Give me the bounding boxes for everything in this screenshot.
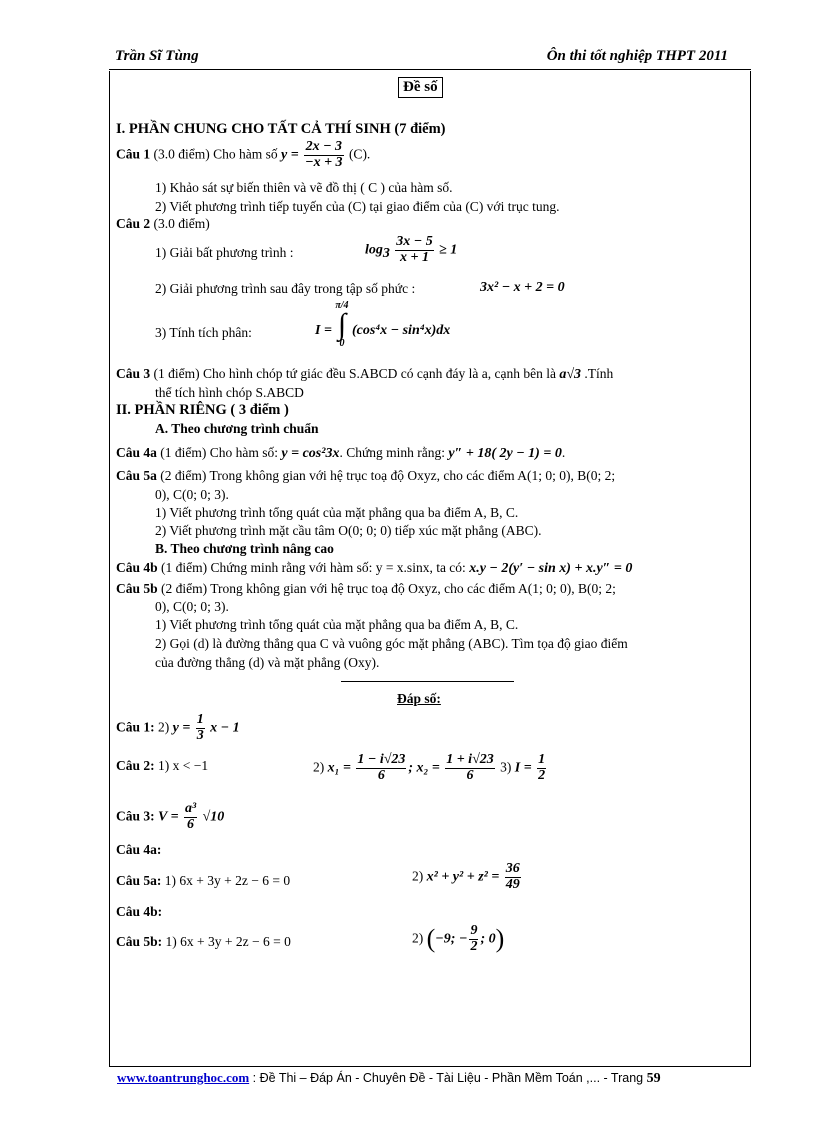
section-b-heading: B. Theo chương trình nâng cao bbox=[155, 541, 334, 556]
cau2-item1: 1) Giải bất phương trình : bbox=[155, 245, 294, 260]
answer-5b: Câu 5b: 1) 6x + 3y + 2z − 6 = 0 bbox=[116, 934, 291, 949]
cau1-item1: 1) Khảo sát sự biến thiên và vẽ đồ thị ( C ) của hàm số. bbox=[155, 180, 453, 195]
cau5b-item2b: của đường thẳng (d) và mặt phẳng (Oxy). bbox=[155, 655, 380, 670]
part2-heading: II. PHẦN RIÊNG ( 3 điểm ) bbox=[116, 402, 289, 418]
answer-2: Câu 2: 1) x < −1 bbox=[116, 758, 209, 773]
cau5a-line2: 0), C(0; 0; 3). bbox=[155, 487, 229, 502]
cau1-line: Câu 1 (3.0 điểm) Cho hàm số y = $\frac{2x - 3}{-x + 3}$ (C). bbox=[116, 139, 371, 170]
part1-heading: I. PHẦN CHUNG CHO TẤT CẢ THÍ SINH (7 điểm) bbox=[116, 121, 446, 137]
cau3-line2: thể tích hình chóp S.ABCD bbox=[155, 385, 304, 400]
section-a-heading: A. Theo chương trình chuẩn bbox=[155, 421, 319, 436]
cau2-item2-math: 3x² − x + 2 = 0 bbox=[480, 280, 565, 295]
answer-5a: Câu 5a: 1) 6x + 3y + 2z − 6 = 0 bbox=[116, 873, 291, 888]
cau4b-line: Câu 4b (1 điểm) Chứng minh rằng với hàm số: y = x.sinx, ta có: x.y − 2(y′ − sin x) + x.y″ = 0 bbox=[116, 560, 633, 576]
cau2-item2: 2) Giải phương trình sau đây trong tập số phức : bbox=[155, 281, 416, 296]
page-number: 59 bbox=[646, 1071, 661, 1086]
exam-title: Đề số bbox=[398, 79, 443, 96]
cau5a-item2: 2) Viết phương trình mặt cầu tâm O(0; 0; 0) tiếp xúc mặt phẳng (ABC). bbox=[155, 523, 542, 538]
cau5b-line1: Câu 5b (2 điểm) Trong không gian với hệ trục toạ độ Oxyz, cho các điểm A(1; 0; 0), B(0; 2; bbox=[116, 581, 616, 596]
cau1-item2: 2) Viết phương trình tiếp tuyến của (C) tại giao điểm của (C) với trục tung. bbox=[155, 199, 560, 214]
answer-5b-part2: 2) (−9; − $\frac{9}{2}$ ; 0) bbox=[412, 923, 505, 954]
answers-heading: Đáp số: bbox=[397, 691, 441, 706]
page-footer bbox=[117, 1070, 661, 1087]
answer-4a: Câu 4a: bbox=[116, 842, 162, 857]
footer-text: : Đề Thi – Đáp Án - Chuyên Đề - Tài Liệu - Phần Mềm Toán ,... - Trang bbox=[249, 1071, 647, 1085]
answer-2-parts: 2) x₁ = $\frac{1 - i√23}{6}$ ; x₂ = $\frac{1 + i√23}{6}$ 3) I = $\frac{1}{2}$ bbox=[313, 752, 546, 783]
header-rule bbox=[109, 69, 751, 70]
header-subject: Ôn thi tốt nghiệp THPT 2011 bbox=[546, 48, 728, 64]
cau4a-line: Câu 4a (1 điểm) Cho hàm số: y = cos²3x. Chứng minh rằng: y″ + 18( 2y − 1) = 0. bbox=[116, 445, 566, 461]
cau5b-line2: 0), C(0; 0; 3). bbox=[155, 599, 229, 614]
header-author: Trần Sĩ Tùng bbox=[115, 48, 199, 64]
answer-4b: Câu 4b: bbox=[116, 904, 163, 919]
cau1-fraction: $\frac{2x - 3}{-x + 3}$ bbox=[305, 139, 343, 170]
cau5b-item1: 1) Viết phương trình tổng quát của mặt phẳng qua ba điểm A, B, C. bbox=[155, 617, 519, 632]
answer-separator bbox=[341, 681, 514, 682]
cau2-item3: 3) Tính tích phân: bbox=[155, 325, 252, 340]
cau2-integral: I = π/4 ∫ 0 (cos⁴x − sin⁴x)dx bbox=[315, 300, 451, 349]
cau5b-item2a: 2) Gọi (d) là đường thẳng qua C và vuông góc mặt phẳng (ABC). Tìm tọa độ giao điểm bbox=[155, 636, 628, 651]
cau3-line1: Câu 3 (1 điểm) Cho hình chóp tứ giác đều S.ABCD có cạnh đáy là a, cạnh bên là a√3 .Tính bbox=[116, 366, 614, 382]
answer-3: Câu 3: V = $\frac{\text{a³}}{6}$ √10 bbox=[116, 801, 225, 832]
answer-5a-part2: 2) x² + y² + z² = $\frac{36}{49}$ bbox=[412, 861, 520, 892]
cau5a-line1: Câu 5a (2 điểm) Trong không gian với hệ trục toạ độ Oxyz, cho các điểm A(1; 0; 0), B(0; 2; bbox=[116, 468, 616, 483]
cau2-item1-math: $\log_3$ $\frac{3x - 5}{x + 1}$ ≥ 1 bbox=[365, 234, 458, 265]
footer-site-link[interactable]: www.toantrunghoc.com bbox=[117, 1070, 250, 1085]
answer-1: Câu 1: 2) y = $\frac{1}{3}$ x − 1 bbox=[116, 712, 240, 743]
cau5a-item1: 1) Viết phương trình tổng quát của mặt phẳng qua ba điểm A, B, C. bbox=[155, 505, 519, 520]
cau2-line: Câu 2 (3.0 điểm) bbox=[116, 216, 210, 231]
